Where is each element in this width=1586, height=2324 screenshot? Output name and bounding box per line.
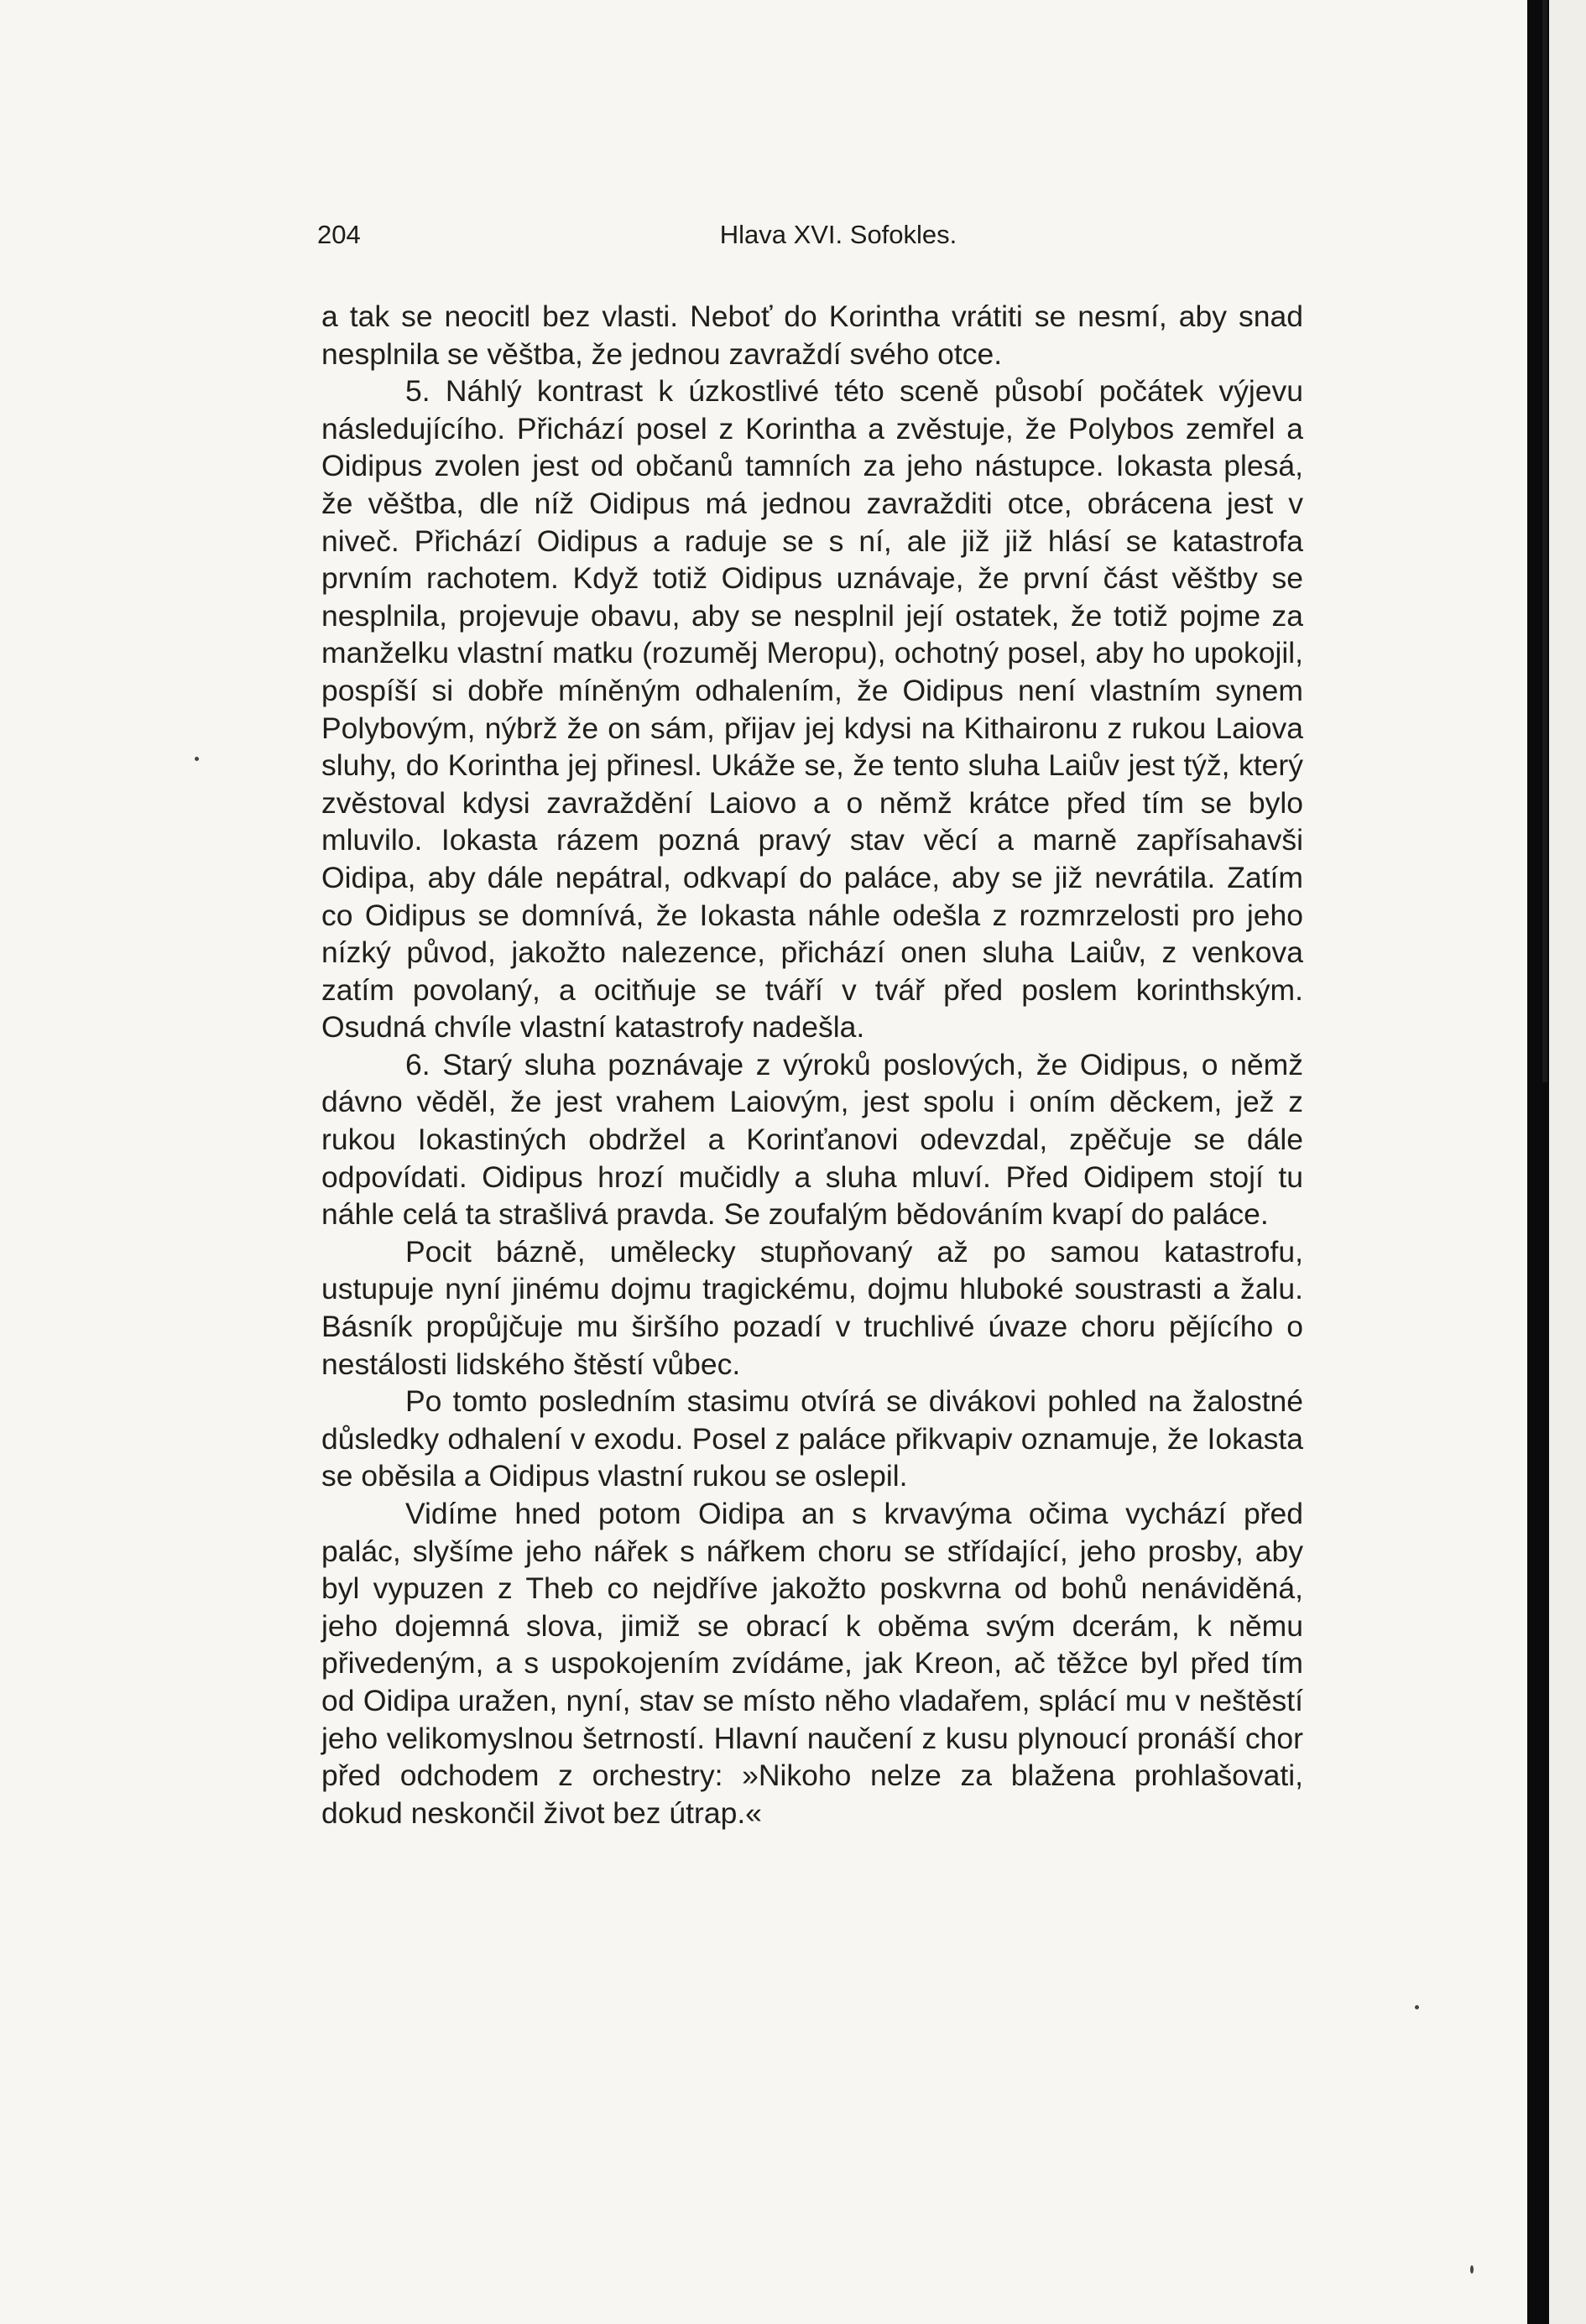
paragraph-4: Pocit bázně, umělecky stupňovaný až po samou katastrofu, ustupuje nyní jinému dojmu tragickému, dojmu hluboké soustrasti a žalu. Básník propůjčuje mu širšího pozadí v truchlivé úvaze choru pějícího o nestálosti lidského štěstí vůbec. <box>321 1234 1303 1381</box>
paragraph-5: Po tomto posledním stasimu otvírá se divákovi pohled na žalostné důsledky odhalení v exodu. Posel z paláce přikvapiv oznamuje, že Iokasta se oběsila a Oidipus vlastní rukou se oslepil. <box>321 1384 1303 1493</box>
scan-speck <box>1470 2265 1474 2274</box>
adjacent-page-edge <box>1549 0 1586 2324</box>
binding-shadow <box>1542 0 1547 1082</box>
page-number: 204 <box>317 220 361 249</box>
page-body <box>321 298 1303 1832</box>
scan-speck <box>195 757 199 761</box>
page-header <box>317 220 1301 250</box>
scan-speck <box>1415 2005 1419 2009</box>
paragraph-1: a tak se neocitl bez vlasti. Neboť do Korintha vrátiti se nesmí, aby snad nesplnila se věštba, že jednou zavraždí svého otce. <box>321 300 1303 371</box>
paragraph-6: Vidíme hned potom Oidipa an s krvavýma očima vychází před palác, slyšíme jeho nářek s nářkem choru se střídající, jeho prosby, aby byl vypuzen z Theb co nejdříve jakožto poskvrna od bohů nenáviděná, jeho dojemná slova, jimiž se obrací k oběma svým dcerám, k němu přivedeným, a s uspokojením zvídáme, jak Kreon, ač těžce byl před tím od Oidipa uražen, nyní, stav se místo něho vladařem, splácí mu v neštěstí jeho velikomyslnou šetrností. Hlavní naučení z kusu plynoucí pronáší chor před odchodem z orchestry: »Nikoho nelze za blažena prohlašovati, dokud neskončil život bez útrap.« <box>321 1497 1303 1830</box>
paragraph-2: 5. Náhlý kontrast k úzkostlivé této sceně působí počátek výjevu následujícího. Přichází posel z Korintha a zvěstuje, že Polybos zemřel a Oidipus zvolen jest od občanů tamních za jeho nástupce. Iokasta plesá, že věštba, dle níž Oidipus má jednou zavražditi otce, obrácena jest v niveč. Přichází Oidipus a raduje se s ní, ale již již hlásí se katastrofa prvním rachotem. Když totiž Oidipus uznávaje, že první část věštby se nesplnila, projevuje obavu, aby se nesplnil její ostatek, že totiž pojme za manželku vlastní matku (rozuměj Meropu), ochotný posel, aby ho upokojil, pospíší si dobře míněným odhalením, že Oidipus není vlastním synem Polybovým, nýbrž že on sám, přijav jej kdysi na Kithaironu z rukou Laiova sluhy, do Korintha jej přinesl. Ukáže se, že tento sluha Laiův jest týž, který zvěstoval kdysi zavraždění Laiovo a o němž krátce před tím se bylo mluvilo. Iokasta rázem pozná pravý stav věcí a marně zapřísahavši Oidipa, aby dále nepátral, odkvapí do paláce, aby se již nevrátila. Zatím co Oidipus se domnívá, že Iokasta náhle odešla z rozmrzelosti pro jeho nízký původ, jakožto nalezence, přichází onen sluha Laiův, z venkova zatím povolaný, a ocitňuje se tváří v tvář před poslem korinthským. Osudná chvíle vlastní katastrofy nadešla. <box>321 374 1303 1045</box>
running-title: Hlava XVI. Sofokles. <box>719 220 957 249</box>
paragraph-3: 6. Starý sluha poznávaje z výroků poslových, že Oidipus, o němž dávno věděl, že jest vrahem Laiovým, jest spolu i oním děckem, jež z rukou Iokastiných obdržel a Korinťanovi odevzdal, zpěčuje se dále odpovídati. Oidipus hrozí mučidly a sluha mluví. Před Oidipem stojí tu náhle celá ta strašlivá pravda. Se zoufalým bědováním kvapí do paláce. <box>321 1047 1303 1232</box>
